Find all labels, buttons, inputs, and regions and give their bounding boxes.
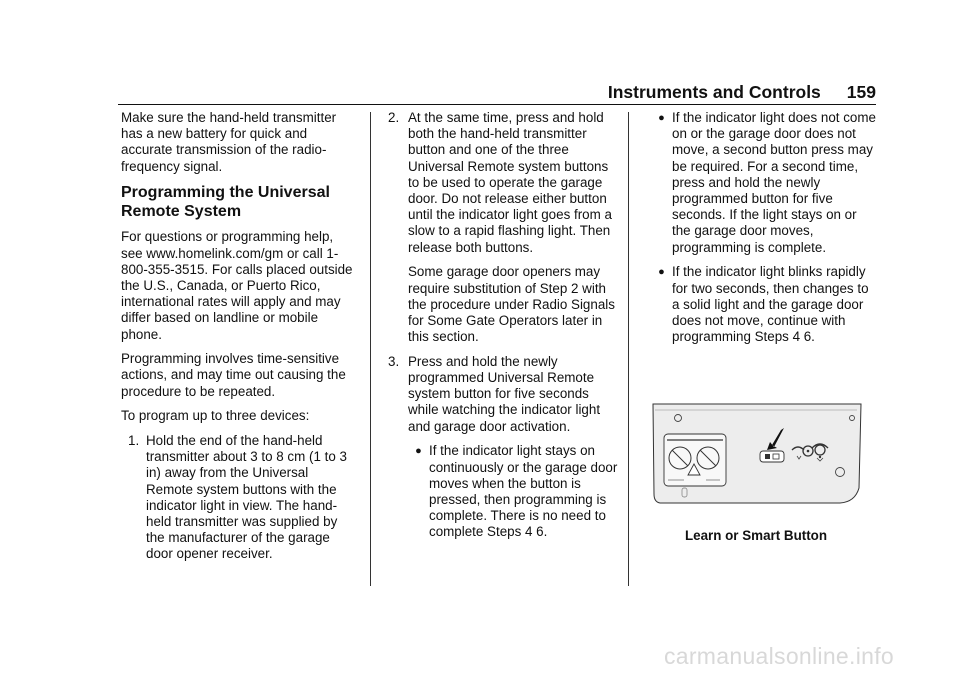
bullet-item xyxy=(408,443,620,540)
learn-button xyxy=(760,451,784,462)
timing-paragraph: Programming involves time-sensitive actions, and may time out causing the procedure to be repeated. xyxy=(121,351,346,399)
step-3 xyxy=(388,354,620,435)
bullet-item xyxy=(651,110,878,256)
column-1 xyxy=(121,110,356,571)
step-text: Press and hold the newly programmed Universal Remote system button for five seconds while watching the indicator light and garage door activation. xyxy=(408,353,601,434)
intro-paragraph: Make sure the hand-held transmitter has a new battery for quick and accurate transmission of the radio-frequency signal. xyxy=(121,110,337,174)
step-text: Hold the end of the hand-held transmitter about 3 to 8 cm (1 to 3 in) away from the Universal Remote system buttons with the indicator light in view. The hand-held transmitter was supplied by the manufacturer of the garage door opener receiver. xyxy=(146,433,347,562)
watermark: carmanualsonline.info xyxy=(663,643,894,669)
page-header xyxy=(608,82,876,103)
step-2 xyxy=(388,110,620,256)
column-divider-2 xyxy=(628,112,629,586)
step-number: 3. xyxy=(388,353,400,369)
step-number: 1. xyxy=(128,433,140,449)
bullet-text: If the indicator light does not come on or the garage door does not move, a second button press may be required. For a second time, press and hold the newly programmed button for five seconds. If the light stays on or the garage door moves, programming is complete. xyxy=(672,110,876,255)
step-text: At the same time, press and hold both the hand-held transmitter button and one of the three Universal Remote system buttons to be used to operate the garage door. Do not release either button until the indicator light goes from a slow to a rapid flashing light. Then release both buttons. xyxy=(408,110,612,255)
column-3 xyxy=(646,110,878,354)
column-2 xyxy=(388,110,620,549)
overhead-console-illustration xyxy=(650,402,864,508)
help-paragraph: For questions or programming help, see www.homelink.com/gm or call 1-800-355-3515. For calls placed outside the U.S., Canada, or Puerto Rico, international rates will apply and may differ based on landline or mobile phone. xyxy=(121,229,353,342)
step-number: 2. xyxy=(388,110,400,125)
bullet-icon: ● xyxy=(658,266,665,279)
header-rule xyxy=(118,104,876,105)
warning-label xyxy=(664,434,726,486)
bullet-text: If the indicator light stays on continuously or the garage door moves when the button is pressed, then programming is complete. There is no need to complete Steps 4 6. xyxy=(429,443,618,540)
page-number: 159 xyxy=(846,82,876,102)
section-title: Instruments and Controls xyxy=(607,82,821,102)
step-2-note: Some garage door openers may require substitution of Step 2 with the procedure under Radio Signals for Some Gate Operators later in this section. xyxy=(408,264,615,345)
figure-caption: Learn or Smart Button xyxy=(684,528,828,543)
bullet-icon: ● xyxy=(415,445,422,458)
column-divider-1 xyxy=(370,112,371,586)
lead-paragraph: To program up to three devices: xyxy=(121,408,310,424)
bullet-text: If the indicator light blinks rapidly for two seconds, then changes to a solid light and the garage door does not move, continue with programming Steps 4 6. xyxy=(672,264,869,345)
step-1 xyxy=(121,433,356,563)
bullet-icon: ● xyxy=(658,112,665,124)
bullet-item xyxy=(651,264,878,345)
section-heading: Programming the Universal Remote System xyxy=(121,184,330,221)
